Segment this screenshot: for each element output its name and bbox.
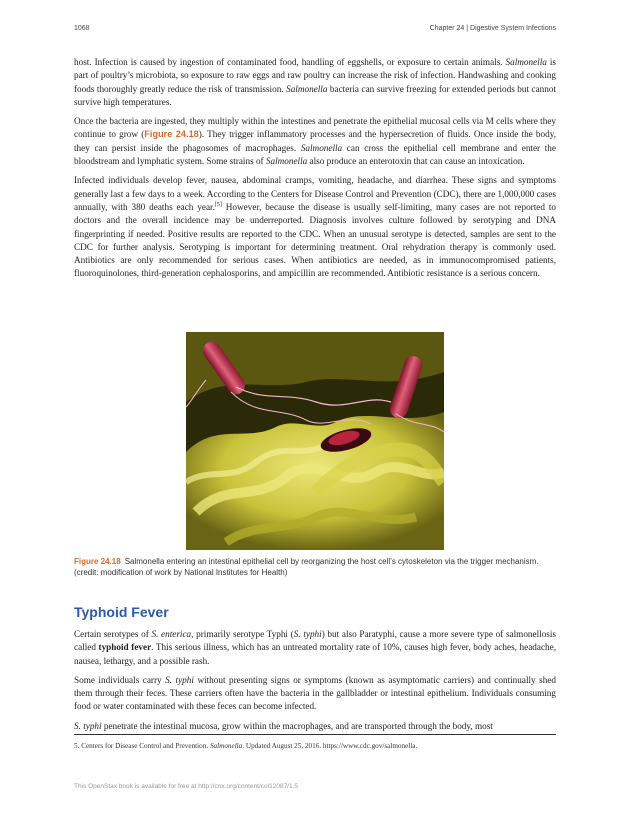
running-header: Chapter 24 | Digestive System Infections [429, 25, 556, 32]
figure-24-18-link[interactable]: Figure 24.18 [144, 129, 199, 140]
paragraph-4: Certain serotypes of S. enterica, primarily serotype Typhi (S. typhi) but also Paratyphi, cause a more severe type of salmonellosis called typhoid fever. This serious illness, which has an untreated mortality rate of 10%, causes high fever, body aches, headache, nausea, lethargy, and a possible rash. [74, 629, 557, 666]
body-text-lower [74, 628, 556, 739]
page-footer: This OpenStax book is available for free at http://cnx.org/content/col12087/1.5 [74, 783, 299, 790]
paragraph-1: host. Infection is caused by ingestion of contaminated food, handling of eggshells, or exposure to certain animals. Salmonella is part of poultry’s microbiota, so exposure to raw eggs and raw poultry can increase the risk of infection. Handwashing and cooking foods thoroughly greatly reduce the risk of transmission. Salmonella bacteria can survive freezing for extended periods but cannot survive high temperatures. [74, 57, 556, 107]
footnote-5: 5. Centers for Disease Control and Prevention. Salmonella. Updated August 25, 2016. https://www.cdc.gov/salmonella. [74, 742, 418, 750]
footnote-ref-5[interactable]: [5] [214, 201, 222, 208]
footnote-divider [74, 734, 556, 735]
page-number: 1068 [74, 25, 90, 32]
paragraph-2: Once the bacteria are ingested, they multiply within the intestines and penetrate the epithelial mucosal cells via M cells where they continue to grow (Figure 24.18). They trigger inflammatory processes and the hypersecretion of fluids. Once inside the body, they can persist inside the phagosomes of macrophages. Salmonella can cross the epithelial cell membrane and enter the bloodstream and lymphatic system. Some strains of Salmonella also produce an enterotoxin that can cause an intoxication. [74, 116, 556, 167]
figure-caption [74, 556, 554, 578]
paragraph-6: S. typhi penetrate the intestinal mucosa, grow within the macrophages, and are transported through the body, most [74, 720, 493, 731]
caption-text: Salmonella entering an intestinal epithelial cell by reorganizing the host cell’s cytoskeleton via the trigger mechanism. (credit: modification of work by National Institutes for Health) [74, 557, 539, 577]
section-heading: Typhoid Fever [74, 604, 169, 620]
micrograph-image [186, 332, 444, 550]
paragraph-5: Some individuals carry S. typhi without presenting signs or symptoms (known as asymptomatic carriers) and continually shed them through their feces. These carriers often have the bacteria in the gallbladder or intestinal epithelium. Individuals consuming food or water contaminated with these feces can become infected. [74, 674, 556, 712]
figure-label: Figure 24.18 [74, 557, 121, 566]
paragraph-3: Infected individuals develop fever, nausea, abdominal cramps, vomiting, headache, and diarrhea. These signs and symptoms generally last a few days to a week. According to the Centers for Disease Control and Prevention (CDC), there are 1,000,000 cases annually, with 380 deaths each year.[5] However, because the disease is usually self-limiting, many cases are not reported to doctors and the overall incidence may be underreported. Diagnosis involves culture followed by serotyping and DNA fingerprinting if needed. Positive results are reported to the CDC. When an unusual serotype is detected, samples are sent to the CDC for further analysis. Serotyping is important for determining treatment. Oral rehydration therapy is commonly used. Antibiotics are only recommended for serious cases. When antibiotics are needed, as in immunocompromised patients, fluoroquinolones, third-generation cephalosporins, and ampicillin are recommended. Antibiotic resistance is a serious concern. [74, 175, 556, 279]
salmonella-micrograph [186, 332, 444, 550]
body-text-upper [74, 56, 556, 287]
